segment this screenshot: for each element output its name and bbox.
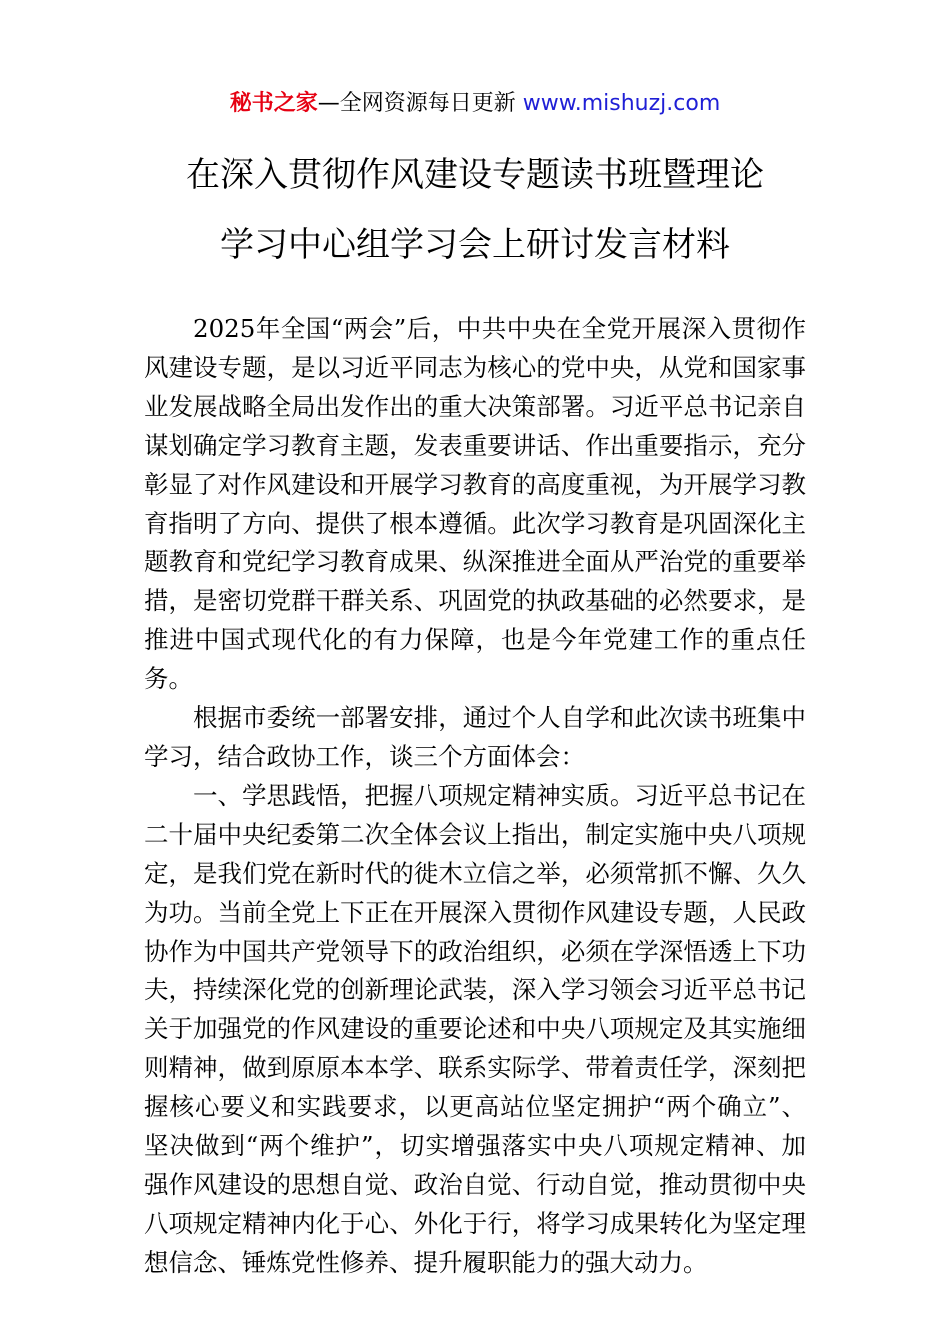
site-url-link[interactable]: www.mishuzj.com [522,91,721,116]
header-tagline: —全网资源每日更新 [317,91,516,116]
paragraph-1: 2025年全国“两会”后，中共中央在全党开展深入贯彻作风建设专题，是以习近平同志为核心的党中央，从党和国家事业发展战略全局出发作出的重大决策部署。习近平总书记亲自谋划确定学习教育主题，发表重要讲话、作出重要指示，充分彰显了对作风建设和开展学习教育的高度重视，为开展学习教育指明了方向、提供了根本遵循。此次学习教育是巩固深化主题教育和党纪学习教育成果、纵深推进全面从严治党的重要举措，是密切党群干群关系、巩固党的执政基础的必然要求，是推进中国式现代化的有力保障，也是今年党建工作的重点任务。 [144,314,806,694]
title-line-2: 学习中心组学习会上研讨发言材料 [220,225,730,265]
paragraph-2: 根据市委统一部署安排，通过个人自学和此次读书班集中学习，结合政协工作，谈三个方面体会： [144,703,806,771]
document-title [60,150,890,290]
title-line-1: 在深入贯彻作风建设专题读书班暨理论 [186,155,764,195]
brand-name: 秘书之家 [229,91,318,116]
document-body [144,310,806,1283]
paragraph-3: 一、学思践悟，把握八项规定精神实质。习近平总书记在二十届中央纪委第二次全体会议上指出，制定实施中央八项规定，是我们党在新时代的徙木立信之举，必须常抓不懈、久久为功。当前全党上下正在开展深入贯彻作风建设专题，人民政协作为中国共产党领导下的政治组织，必须在学深悟透上下功夫，持续深化党的创新理论武装，深入学习领会习近平总书记关于加强党的作风建设的重要论述和中央八项规定及其实施细则精神，做到原原本本学、联系实际学、带着责任学，深刻把握核心要义和实践要求，以更高站位坚定拥护“两个确立”、坚决做到“两个维护”，切实增强落实中央八项规定精神、加强作风建设的思想自觉、政治自觉、行动自觉，推动贯彻中央八项规定精神内化于心、外化于行，将学习成果转化为坚定理想信念、锤炼党性修养、提升履职能力的强大动力。 [144,780,806,1277]
header-banner [0,88,950,120]
